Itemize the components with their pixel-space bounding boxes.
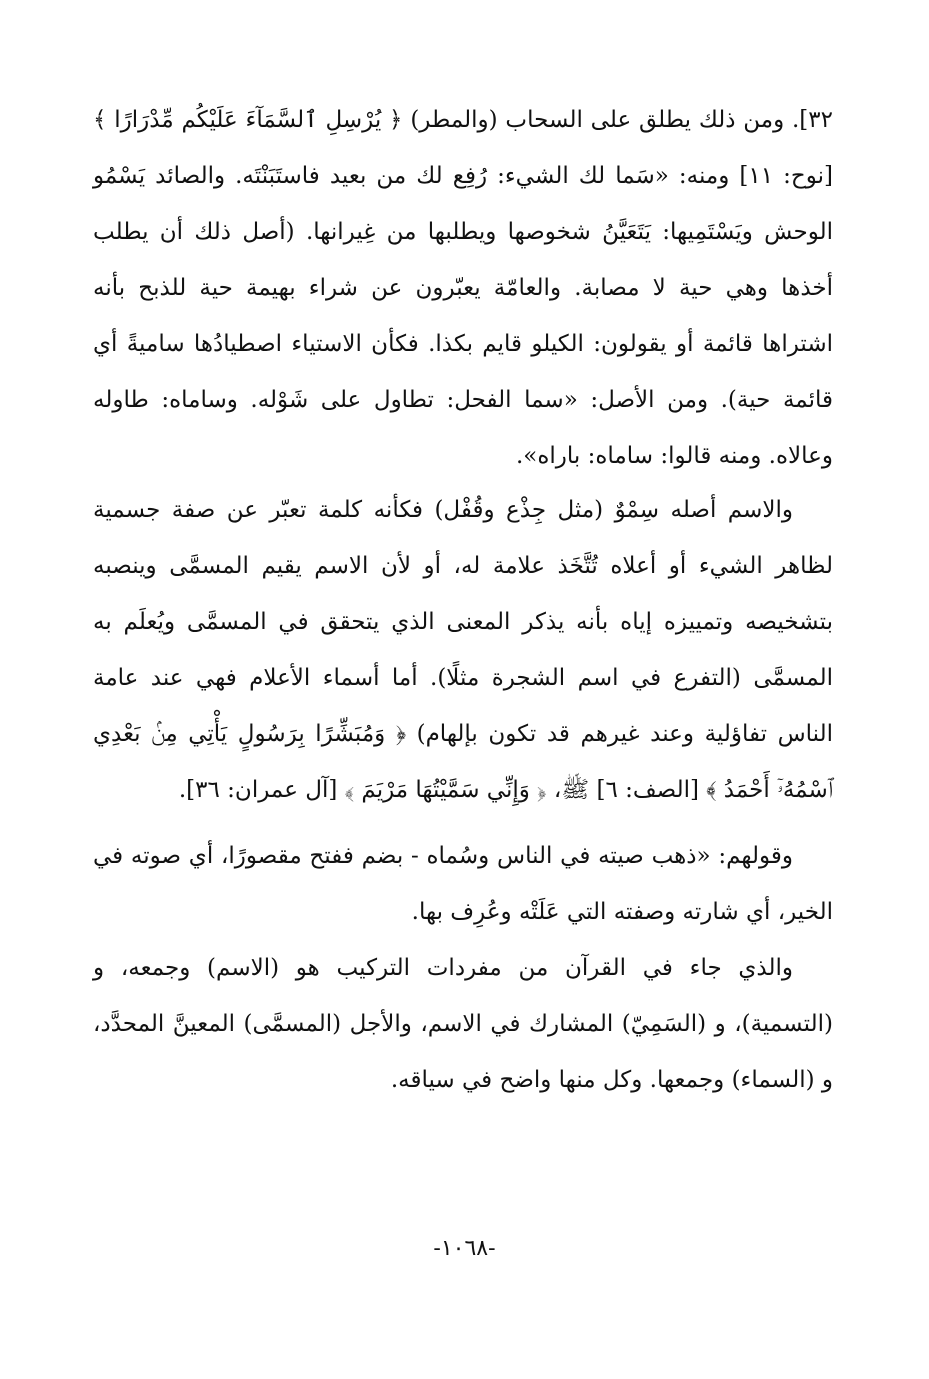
paragraph-2-text: والاسم أصله سِمْوٌ (مثل جِذْع وقُفْل) فكأنه كلمة تعبّر عن صفة جسمية لظاهر الشيء أو أعلاه تُتَّخَذ علامة له، أو لأن الاسم يقيم المسمَّى وينصبه بتشخيصه وتمييزه إياه بأنه يذكر المعنى الذي يتحقق في المسمَّى ويُعلَم به المسمَّى (التفرع في اسم الشجرة مثلًا). أما أسماء الأعلام فهي عند عامة الناس تفاؤلية وعند غيرهم قد تكون بإلهام) ﴿ وَمُبَشِّرًا بِرَسُولٍ يَأْتِي مِنۢ بَعْدِي ٱسْمُهُۥٓ أَحْمَدُ ﴾ [الصف: ٦] ﷺ، ﴿ وَإِنِّي سَمَّيْتُهَا مَرْيَمَ ﴾ [آل عمران: ٣٦]. [93,497,833,803]
paragraph-4-text: والذي جاء في القرآن من مفردات التركيب هو (الاسم) وجمعه، و (التسمية)، و (السَمِيّ) المشارك في الاسم، والأجل (المسمَّى) المعينَّ المحدَّد، و (السماء) وجمعها. وكل منها واضح في سياقه. [93,955,833,1093]
paragraph-2 [93,482,833,818]
paragraph-3 [93,828,833,940]
paragraph-1 [93,92,833,484]
paragraph-1-text: ٣٢]. ومن ذلك يطلق على السحاب (والمطر) ﴿ يُرْسِلِ ٱلسَّمَآءَ عَلَيْكُم مِّدْرَارًا ﴾ [نوح: ١١] ومنه: «سَما لك الشيء: رُفِع لك من بعيد فاستَبَنْتَه. والصائد يَسْمُو الوحش ويَسْتَمِيها: يَتَعَيَّنُ شخوصها ويطلبها من غِيرانها. (أصل ذلك أن يطلب أخذها وهي حية لا مصابة. والعامّة يعبّرون عن شراء بهيمة حية للذبح بأنه اشتراها قائمة أو يقولون: الكيلو قايم بكذا. فكأن الاستياء اصطيادُها ساميةً أي قائمة حية). ومن الأصل: «سما الفحل: تطاول على شَوْله. وساماه: طاوله وعالاه. ومنه قالوا: ساماه: باراه». [93,107,834,469]
paragraph-3-text: وقولهم: «ذهب صيته في الناس وسُماه - بضم ففتح مقصورًا، أي صوته في الخير، أي شارته وصفته التي عَلَتْه وعُرِف بها. [93,843,833,925]
page-number: -١٠٦٨- [433,1236,496,1261]
paragraph-4 [93,940,833,1108]
